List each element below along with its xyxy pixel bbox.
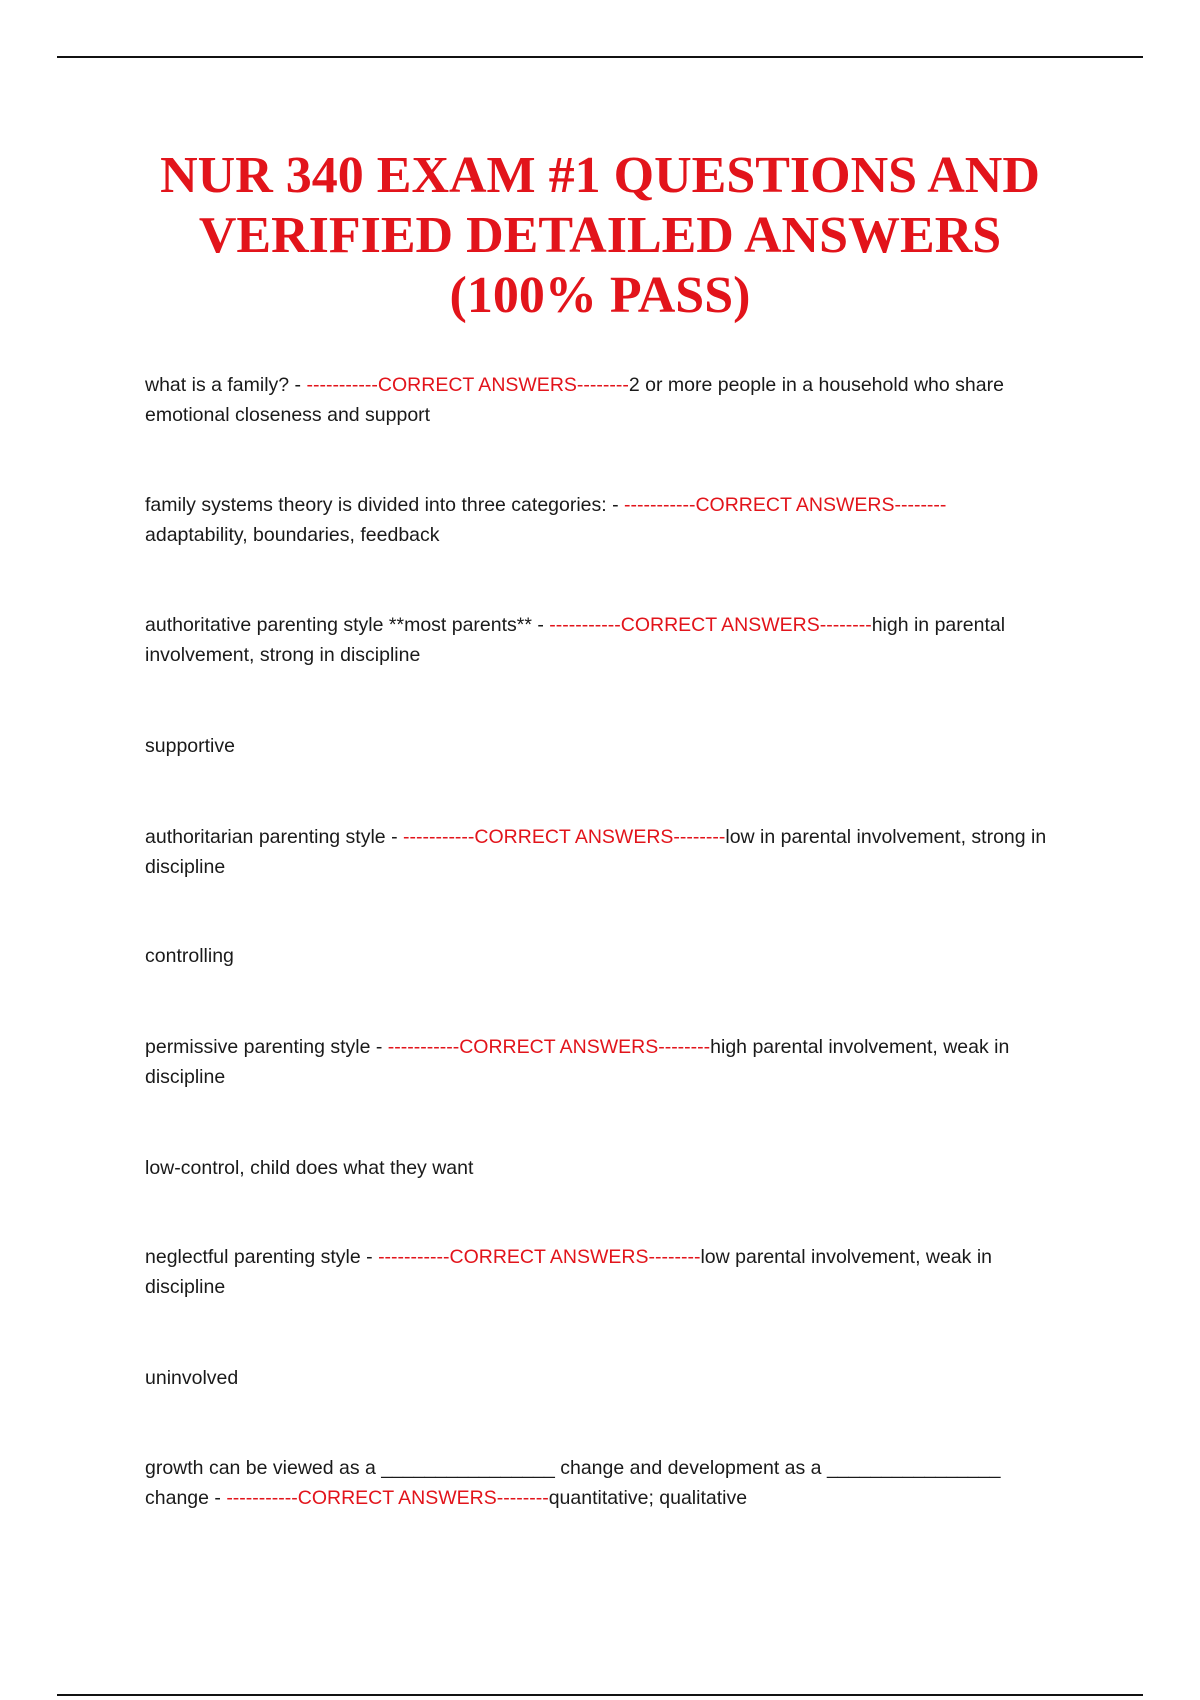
question-text: permissive parenting style - [145,1036,388,1058]
document-title [100,146,1100,326]
top-rule [57,56,1143,58]
dash-after: -------- [894,494,947,516]
question-text: authoritarian parenting style - [145,826,403,848]
note-text: uninvolved [145,1367,239,1389]
qa-item [145,822,1065,882]
dash-after: -------- [576,374,629,396]
correct-answers-label: CORRECT ANSWERS [297,1487,497,1509]
dash-before: ----------- [549,614,621,636]
dash-after: -------- [648,1246,701,1268]
correct-answers-label: CORRECT ANSWERS [449,1246,649,1268]
note-text: supportive [145,735,235,757]
qa-item [145,1453,1025,1513]
answer-text: 2 or more people in a household who share emotional closeness and support [145,374,1004,426]
question-text: neglectful parenting style - [145,1246,379,1268]
title-line-3: (100% PASS) [449,267,751,324]
dash-before: ----------- [387,1036,460,1058]
dash-after: -------- [496,1487,549,1509]
title-line-1: NUR 340 EXAM #1 QUESTIONS AND [160,147,1040,204]
correct-answers-label: CORRECT ANSWERS [459,1036,659,1058]
dash-after: -------- [658,1036,711,1058]
answer-text: low in parental involvement, strong in discipline [145,826,1047,878]
dash-before: ----------- [378,1246,450,1268]
dash-before: ----------- [624,494,696,516]
note-text: low-control, child does what they want [145,1157,474,1179]
answer-text: quantitative; qualitative [548,1487,748,1509]
answer-text: high in parental involvement, strong in discipline [145,614,1006,666]
note-text: controlling [145,945,234,967]
answer-text: low parental involvement, weak in discipline [145,1246,993,1298]
qa-item [145,610,1065,670]
title-line-2: VERIFIED DETAILED ANSWERS [198,207,1002,264]
qa-item [145,1242,1065,1302]
qa-item [145,370,1065,430]
correct-answers-label: CORRECT ANSWERS [695,494,895,516]
dash-after: -------- [673,826,726,848]
answer-text: adaptability, boundaries, feedback [145,524,440,546]
question-text: family systems theory is divided into three categories: - [145,494,625,516]
correct-answers-label: CORRECT ANSWERS [620,614,820,636]
qa-item [145,490,975,550]
correct-answers-label: CORRECT ANSWERS [377,374,577,396]
question-text: what is a family? - [145,374,307,396]
dash-before: ----------- [226,1487,298,1509]
bottom-rule [57,1694,1143,1696]
dash-before: ----------- [306,374,378,396]
qa-item [145,1032,1065,1092]
question-text: authoritative parenting style **most parents** - [145,614,550,636]
question-text: growth can be viewed as a ________________ change and development as a ________________ change - [145,1457,1001,1509]
dash-after: -------- [819,614,872,636]
dash-before: ----------- [402,826,475,848]
answer-text: high parental involvement, weak in discipline [145,1036,1010,1088]
correct-answers-label: CORRECT ANSWERS [474,826,674,848]
